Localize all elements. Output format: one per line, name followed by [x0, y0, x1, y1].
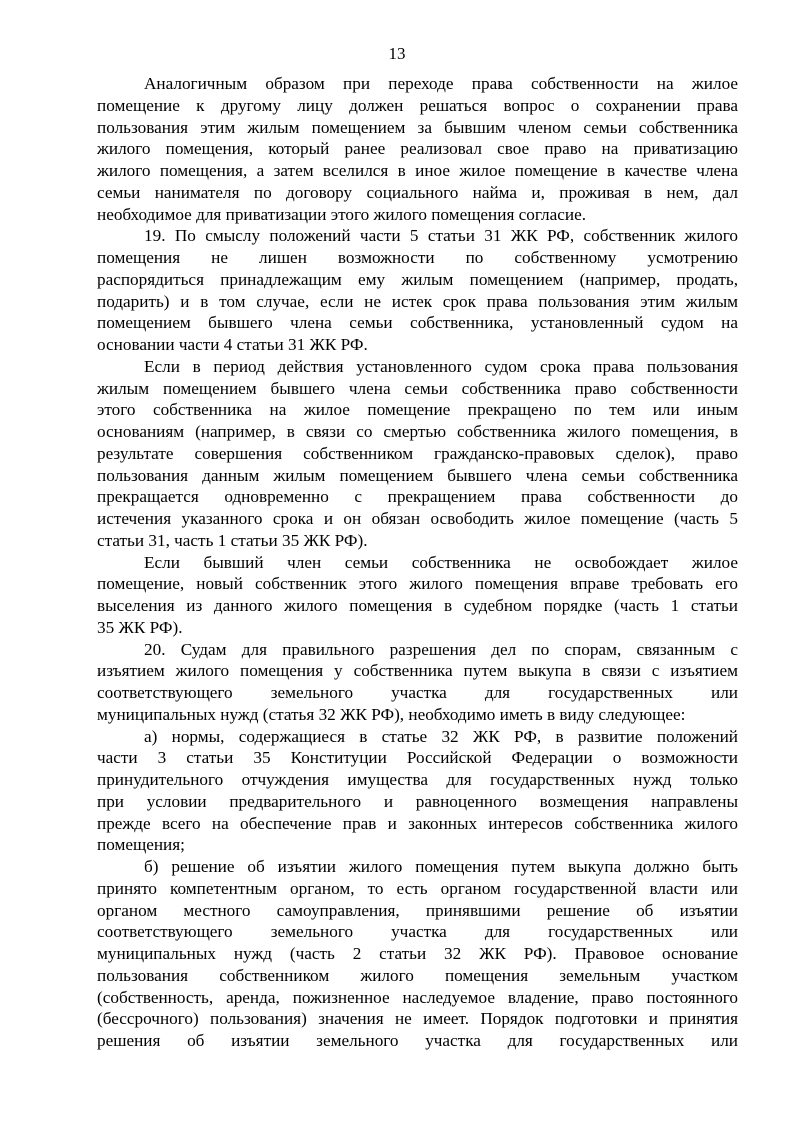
text-line: прекращается одновременно с прекращением права собственности до: [97, 487, 738, 507]
text-line: части 3 статьи 35 Конституции Российской Федерации о возможности: [97, 748, 738, 768]
text-line: жилого помещения, а затем вселился в иное жилое помещение в качестве члена: [97, 161, 738, 180]
text-line: а) нормы, содержащиеся в статье 32 ЖК РФ, в развитие положений: [144, 726, 738, 746]
text-line: изъятием жилого помещения у собственника путем выкупа в связи с изъятием: [97, 661, 738, 681]
text-line: подарить) и в том случае, если не истек срок права пользования этим жилым: [97, 291, 738, 311]
text-line: пользования собственником жилого помещения земельным участком: [97, 965, 738, 985]
text-line: муниципальных нужд (часть 2 статьи 32 ЖК РФ). Правовое основание: [97, 944, 738, 963]
text-line: 19. По смыслу положений части 5 статьи 31 ЖК РФ, собственник жилого: [144, 226, 738, 246]
text-line: истечения указанного срока и он обязан освободить жилое помещение (часть 5: [97, 509, 738, 528]
paragraph-p1: [97, 73, 738, 225]
text-line: результате совершения собственником гражданско-правовых сделок), право: [97, 443, 738, 463]
paragraph-p3: [97, 356, 738, 552]
text-line: (собственность, аренда, пожизненное наследуемое владение, право постоянного: [97, 987, 738, 1007]
text-line: прежде всего на обеспечение прав и законных интересов собственника жилого: [97, 813, 738, 833]
paragraph-p5: [97, 639, 738, 726]
text-line: 20. Судам для правильного разрешения дел по спорам, связанным с: [144, 639, 738, 659]
text-line: распорядиться принадлежащим ему жилым помещением (например, продать,: [97, 269, 738, 289]
text-line: решения об изъятии земельного участка для государственных или: [97, 1031, 738, 1050]
text-line: соответствующего земельного участка для государственных или: [97, 922, 738, 942]
text-line: Аналогичным образом при переходе права собственности на жилое: [144, 74, 738, 93]
text-line: выселения из данного жилого помещения в судебном порядке (часть 1 статьи: [97, 596, 738, 615]
text-line: основаниям (например, в связи со смертью собственника жилого помещения, в: [97, 422, 738, 441]
text-line: помещение к другому лицу должен решаться вопрос о сохранении права: [97, 95, 738, 115]
text-line: Если бывший член семьи собственника не освобождает жилое: [144, 552, 738, 572]
text-line: принято компетентным органом, то есть органом государственной власти или: [97, 878, 738, 898]
text-line: пользования данным жилым помещением бывшего члена семьи собственника: [97, 465, 738, 485]
page-number: 13: [388, 44, 406, 63]
text-line: статьи 31, часть 1 статьи 35 ЖК РФ).: [97, 530, 368, 550]
text-line: пользования этим жилым помещением за бывшим членом семьи собственника: [97, 117, 738, 137]
text-line: этого собственника на жилое помещение прекращено по тем или иным: [97, 400, 738, 420]
text-line: 35 ЖК РФ).: [97, 617, 183, 637]
paragraph-p2: [97, 225, 738, 356]
text-line: б) решение об изъятии жилого помещения путем выкупа должно быть: [144, 857, 738, 876]
text-line: соответствующего земельного участка для государственных или: [97, 683, 738, 702]
paragraph-p4: [97, 552, 738, 639]
text-line: муниципальных нужд (статья 32 ЖК РФ), необходимо иметь в виду следующее:: [97, 704, 686, 724]
paragraph-p7: [97, 856, 738, 1052]
paragraph-p6: [97, 726, 738, 857]
text-line: жилым помещением бывшего члена семьи собственника право собственности: [97, 378, 738, 398]
text-line: жилого помещения, который ранее реализовал свое право на приватизацию: [97, 139, 738, 159]
text-line: органом местного самоуправления, принявшими решение об изъятии: [97, 900, 738, 920]
text-line: (бессрочного) пользования) значения не имеет. Порядок подготовки и принятия: [97, 1009, 738, 1029]
text-line: помещения не лишен возможности по собственному усмотрению: [97, 248, 738, 267]
text-line: помещения;: [97, 835, 185, 855]
text-line: помещением бывшего члена семьи собственника, установленный судом на: [97, 313, 738, 333]
text-line: необходимое для приватизации этого жилого помещения согласие.: [97, 204, 587, 224]
body-text: [97, 73, 738, 1052]
text-line: основании части 4 статьи 31 ЖК РФ.: [97, 335, 368, 354]
text-line: помещение, новый собственник этого жилого помещения вправе требовать его: [97, 574, 738, 594]
text-line: принудительного отчуждения имущества для государственных нужд только: [97, 770, 738, 789]
text-line: семьи нанимателя по договору социального найма и, проживая в нем, дал: [97, 182, 738, 202]
text-line: при условии предварительного и равноценного возмещения направлены: [97, 791, 738, 811]
text-line: Если в период действия установленного судом срока права пользования: [144, 356, 738, 376]
